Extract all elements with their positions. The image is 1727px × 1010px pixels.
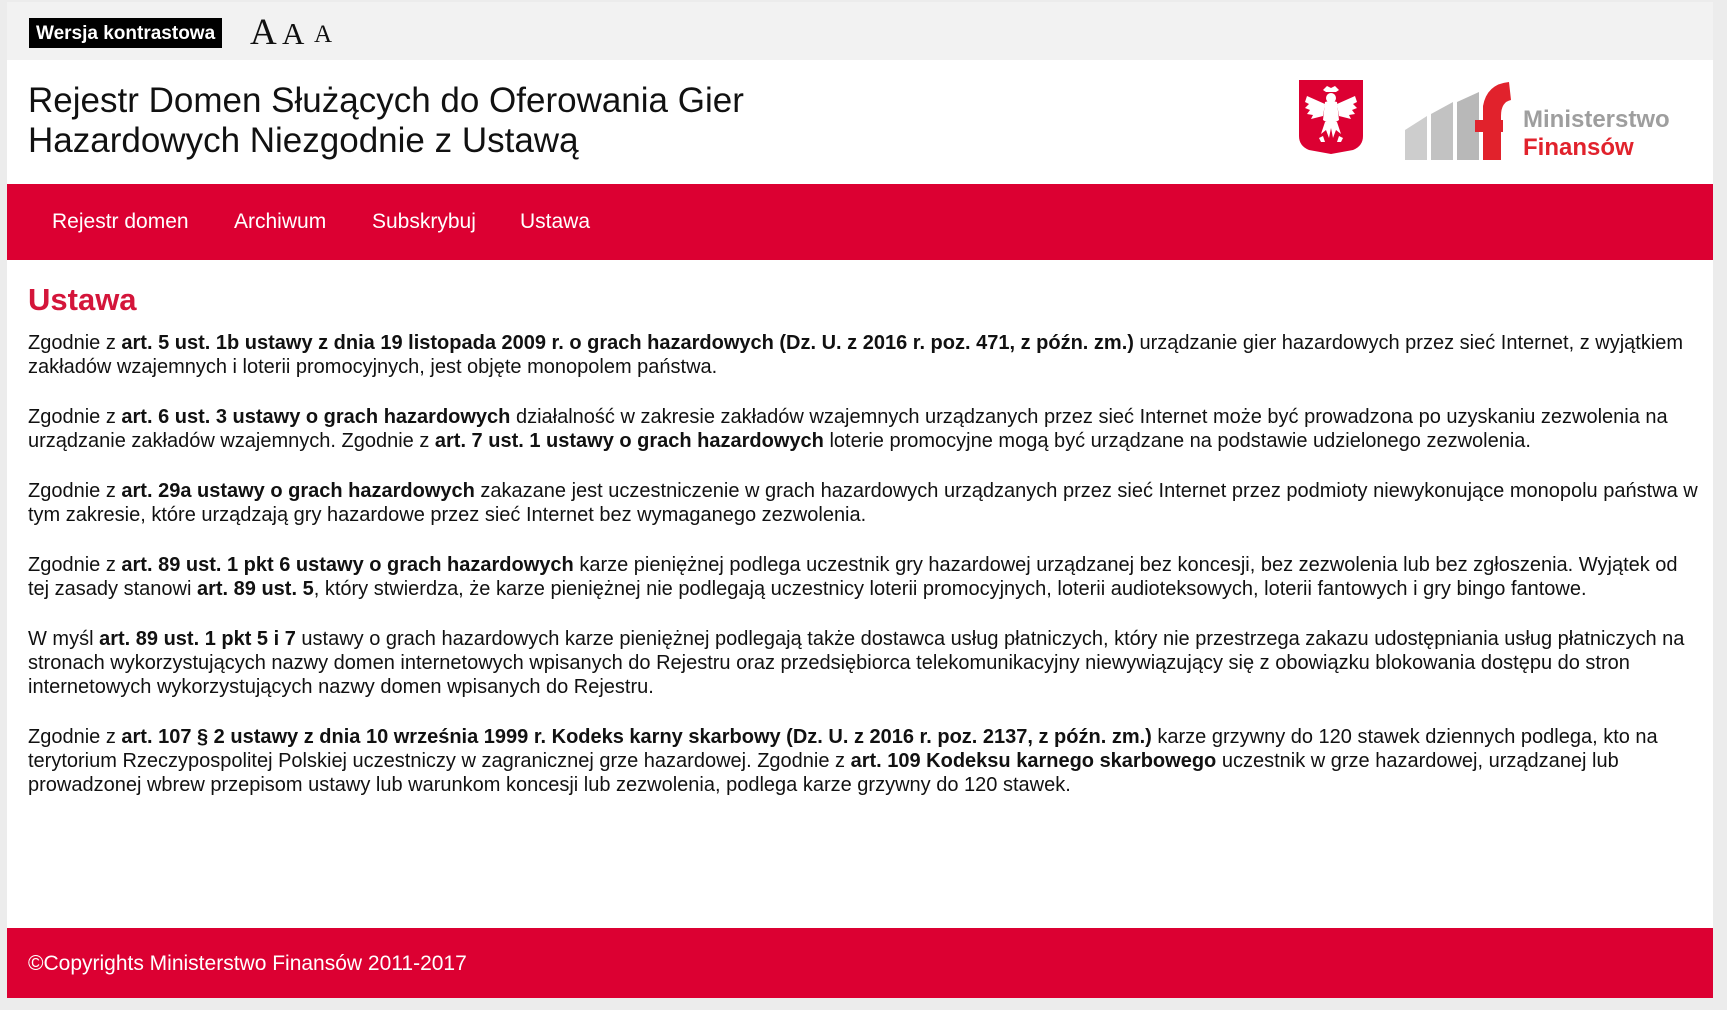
accessibility-bar (7, 2, 1713, 61)
nav-item-archiwum[interactable]: Archiwum (234, 210, 327, 233)
site-title[interactable] (28, 81, 744, 161)
paragraph-text: W myśl (28, 628, 100, 650)
paragraph-text: Zgodnie z (28, 480, 122, 502)
font-size-medium-button[interactable]: A (282, 16, 305, 51)
law-reference: art. 5 ust. 1b ustawy z dnia 19 listopada 2009 r. o grach hazardowych (Dz. U. z 2016 r. poz. 471, z późn. zm.) (121, 332, 1134, 354)
paragraph-text: działalność w zakresie zakładów wzajemnych urządzanych przez sieć Internet może być prowadzona po uzyskaniu zezwolenia na urządzanie zakładów wzajemnych. Zgodnie z (28, 406, 1668, 452)
font-size-large-button[interactable]: A (250, 12, 277, 53)
font-size-small-button[interactable]: A (314, 21, 333, 48)
ministry-name (1523, 106, 1670, 162)
law-paragraph (28, 479, 1700, 527)
paragraph-text: Zgodnie z (28, 554, 122, 576)
ministry-name-line-2: Finansów (1523, 134, 1634, 161)
law-reference: art. 6 ust. 3 ustawy o grach hazardowych (121, 406, 511, 428)
polish-eagle-emblem-icon (1299, 80, 1363, 154)
law-paragraph (28, 331, 1700, 379)
main-content (28, 282, 1700, 823)
paragraph-text: karze grzywny do 120 stawek dziennych podlega, kto na terytorium Rzeczypospolitej Polskiej uczestniczy w zagranicznej grze hazardowej. Zgodnie z (28, 726, 1658, 772)
law-reference: art. 89 ust. 1 pkt 6 ustawy o grach hazardowych (121, 554, 574, 576)
paragraph-text: , który stwierdza, że karze pieniężnej nie podlegają uczestnicy loterii promocyjnych, loterii audioteksowych, loterii fantowych i gry bingo fantowe. (313, 578, 1587, 600)
paragraph-text: zakazane jest uczestniczenie w grach hazardowych urządzanych przez sieć Internet przez podmioty niewykonujące monopolu państwa w tym zakresie, które urządzają gry hazardowe przez sieć Internet bez wymaganego zezwolenia. (28, 480, 1698, 526)
paragraph-text: ustawy o grach hazardowych karze pieniężnej podlegają także dostawca usług płatniczych, który nie przestrzega zakazu udostępniania usług płatniczych na stronach wykorzystujących nazwy domen internetowych wpisanych do Rejestru oraz przedsiębiorca telekomunikacyjny niewywiązujący się z obowiązku blokowania dostępu do stron internetowych wykorzystujących nazwy domen wpisanych do Rejestru. (28, 628, 1685, 698)
site-header (7, 60, 1713, 184)
nav-item-ustawa[interactable]: Ustawa (520, 210, 591, 233)
site-footer (7, 928, 1713, 998)
law-reference: art. 109 Kodeksu karnego skarbowego (850, 750, 1217, 772)
site-title-line-1: Rejestr Domen Służących do Oferowania Gier (28, 81, 744, 120)
paragraph-text: uczestnik w grze hazardowej, urządzanej lub prowadzonej wbrew przepisom ustawy lub warunkom koncesji lub zezwolenia, podlega karze grzywny do 120 stawek. (28, 750, 1619, 796)
site-title-line-2: Hazardowych Niezgodnie z Ustawą (28, 121, 579, 160)
law-paragraph (28, 627, 1700, 699)
paragraph-text: loterie promocyjne mogą być urządzane na podstawie udzielonego zezwolenia. (823, 430, 1531, 452)
page-heading: Ustawa (28, 282, 137, 317)
nav-item-rejestr-domen[interactable]: Rejestr domen (52, 210, 189, 233)
paragraph-text: Zgodnie z (28, 726, 122, 748)
paragraph-text: Zgodnie z (28, 332, 122, 354)
law-paragraph (28, 725, 1700, 797)
law-reference: art. 7 ust. 1 ustawy o grach hazardowych (434, 430, 824, 452)
ministry-name-line-1: Ministerstwo (1523, 106, 1670, 133)
law-reference: art. 107 § 2 ustawy z dnia 10 września 1999 r. Kodeks karny skarbowy (Dz. U. z 2016 r. poz. 2137, z późn. zm.) (121, 726, 1152, 748)
copyright-text: ©Copyrights Ministerstwo Finansów 2011-2017 (28, 952, 467, 975)
page (7, 2, 1713, 998)
law-paragraphs (28, 331, 1700, 797)
paragraph-text: urządzanie gier hazardowych przez sieć Internet, z wyjątkiem zakładów wzajemnych i loterii promocyjnych, jest objęte monopolem państwa. (28, 332, 1684, 378)
law-paragraph (28, 553, 1700, 601)
paragraph-text: karze pieniężnej podlega uczestnik gry hazardowej urządzanej bez koncesji, bez zezwolenia lub bez zgłoszenia. Wyjątek od tej zasady stanowi (28, 554, 1678, 600)
law-paragraph (28, 405, 1700, 453)
contrast-version-button[interactable]: Wersja kontrastowa (29, 18, 222, 48)
nav-item-subskrybuj[interactable]: Subskrybuj (372, 210, 476, 233)
main-nav (7, 184, 1713, 260)
paragraph-text: Zgodnie z (28, 406, 122, 428)
law-reference: art. 89 ust. 1 pkt 5 i 7 (99, 628, 296, 650)
law-reference: art. 29a ustawy o grach hazardowych (121, 480, 475, 502)
law-reference: art. 89 ust. 5 (196, 578, 314, 600)
